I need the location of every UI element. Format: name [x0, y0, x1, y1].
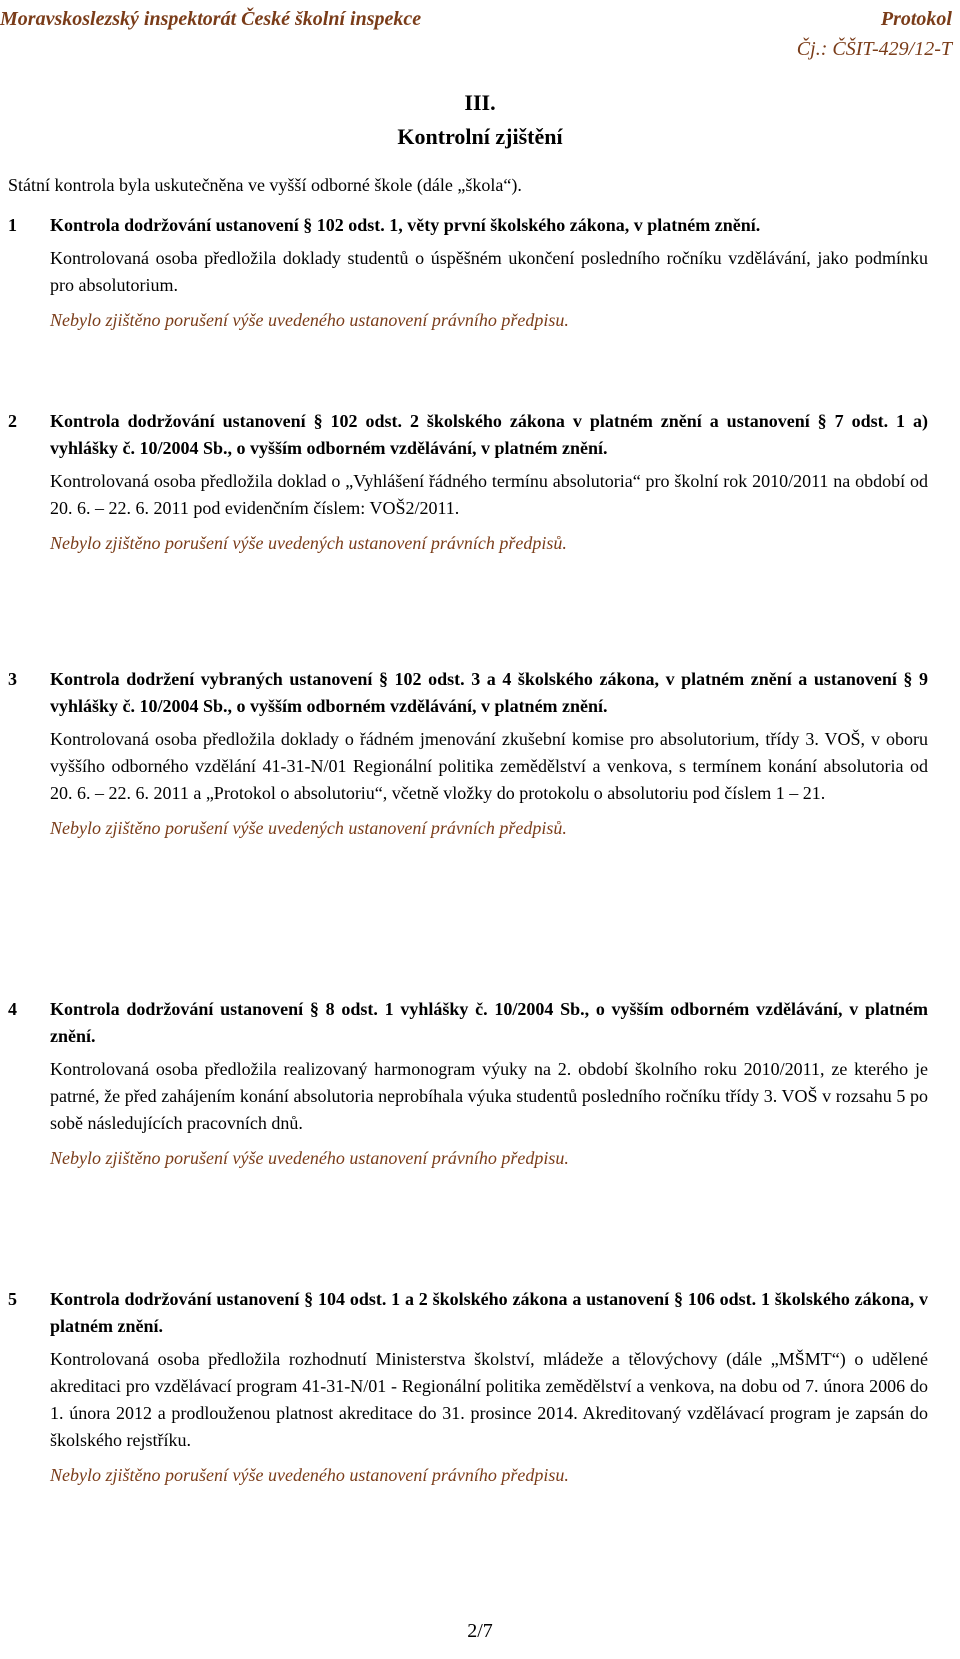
section-3 [8, 666, 928, 842]
section-title: Kontrola dodržování ustanovení § 102 odst. 2 školského zákona v platném znění a ustanovení § 7 odst. 1 a) vyhlášky č. 10/2004 Sb., o vyšším odborném vzdělávání, v platném znění. [50, 411, 928, 458]
section-4 [8, 996, 928, 1172]
section-heading [8, 1286, 928, 1340]
section-number: 2 [8, 411, 17, 431]
section-paragraph: Kontrolovaná osoba předložila doklady studentů o úspěšném ukončení posledního ročníku vzdělávání, jako podmínku pro absolutorium. [50, 248, 928, 295]
section-1 [8, 212, 928, 334]
chapter-heading: Kontrolní zjištění [397, 124, 563, 149]
section-title: Kontrola dodržování ustanovení § 104 odst. 1 a 2 školského zákona a ustanovení § 106 odst. 1 školského zákona, v platném znění. [50, 1289, 928, 1336]
section-title: Kontrola dodržování ustanovení § 102 odst. 1, věty první školského zákona, v platném znění. [50, 215, 761, 235]
section-title: Kontrola dodržování ustanovení § 8 odst. 1 vyhlášky č. 10/2004 Sb., o vyšším odborném vzdělávání, v platném znění. [50, 999, 928, 1046]
section-title: Kontrola dodržení vybraných ustanovení § 102 odst. 3 a 4 školského zákona, v platném znění a ustanovení § 9 vyhlášky č. 10/2004 Sb., o vyšším odborném vzdělávání, v platném znění. [50, 669, 928, 716]
section-number: 5 [8, 1289, 17, 1309]
section-paragraph: Kontrolovaná osoba předložila rozhodnutí Ministerstva školství, mládeže a tělovýchovy (dále „MŠMT“) o udělené akreditaci pro vzdělávací program 41-31-N/01 - Regionální politika zemědělství a venkova, na dobu od 7. února 2006 do 1. února 2012 a prodlouženou platnost akreditace do 31. prosince 2014. Akreditovaný vzdělávací program je zapsán do školského rejstříku. [50, 1349, 928, 1450]
section-5 [8, 1286, 928, 1489]
section-2 [8, 408, 928, 557]
section-paragraph: Kontrolovaná osoba předložila doklady o řádném jmenování zkušební komise pro absolutorium, třídy 3. VOŠ, v oboru vyššího odborného vzdělání 41-31-N/01 Regionální politika zemědělství a venkova, s termínem konání absolutoria od 20. 6. – 22. 6. 2011 a „Protokol o absolutoriu“, včetně vložky do protokolu o absolutoriu pod číslem 1 – 21. [50, 729, 928, 803]
intro-paragraph: Státní kontrola byla uskutečněna ve vyšší odborné škole (dále „škola“). [8, 175, 522, 195]
section-heading [8, 996, 928, 1050]
page-number: 2/7 [467, 1620, 493, 1642]
section-conclusion: Nebylo zjištěno porušení výše uvedeného ustanovení právního předpisu. [50, 1465, 569, 1485]
section-heading [8, 212, 928, 239]
header-right [797, 4, 952, 64]
header-organization: Moravskoslezský inspektorát České školní inspekce [0, 8, 422, 30]
section-conclusion: Nebylo zjištěno porušení výše uvedených ustanovení právních předpisů. [50, 533, 567, 553]
chapter-title [0, 86, 960, 154]
chapter-numeral: III. [464, 90, 496, 115]
header-doc-type: Protokol [880, 8, 952, 30]
section-number: 4 [8, 999, 17, 1019]
section-heading [8, 666, 928, 720]
section-number: 1 [8, 215, 17, 235]
section-paragraph: Kontrolovaná osoba předložila realizovaný harmonogram výuky na 2. období školního roku 2010/2011, ze kterého je patrné, že před zahájením konání absolutoria neprobíhala výuka studentů posledního ročníku třídy 3. VOŠ v rozsahu 5 po sobě následujících pracovních dnů. [50, 1059, 928, 1133]
section-conclusion: Nebylo zjištěno porušení výše uvedeného ustanovení právního předpisu. [50, 310, 569, 330]
section-conclusion: Nebylo zjištěno porušení výše uvedených ustanovení právních předpisů. [50, 818, 567, 838]
section-conclusion: Nebylo zjištěno porušení výše uvedeného ustanovení právního předpisu. [50, 1148, 569, 1168]
section-number: 3 [8, 669, 17, 689]
section-paragraph: Kontrolovaná osoba předložila doklad o „Vyhlášení řádného termínu absolutoria“ pro školní rok 2010/2011 na období od 20. 6. – 22. 6. 2011 pod evidenčním číslem: VOŠ2/2011. [50, 471, 928, 518]
header-reference: Čj.: ČŠIT-429/12-T [796, 38, 952, 60]
page-header [0, 4, 960, 74]
section-heading [8, 408, 928, 462]
